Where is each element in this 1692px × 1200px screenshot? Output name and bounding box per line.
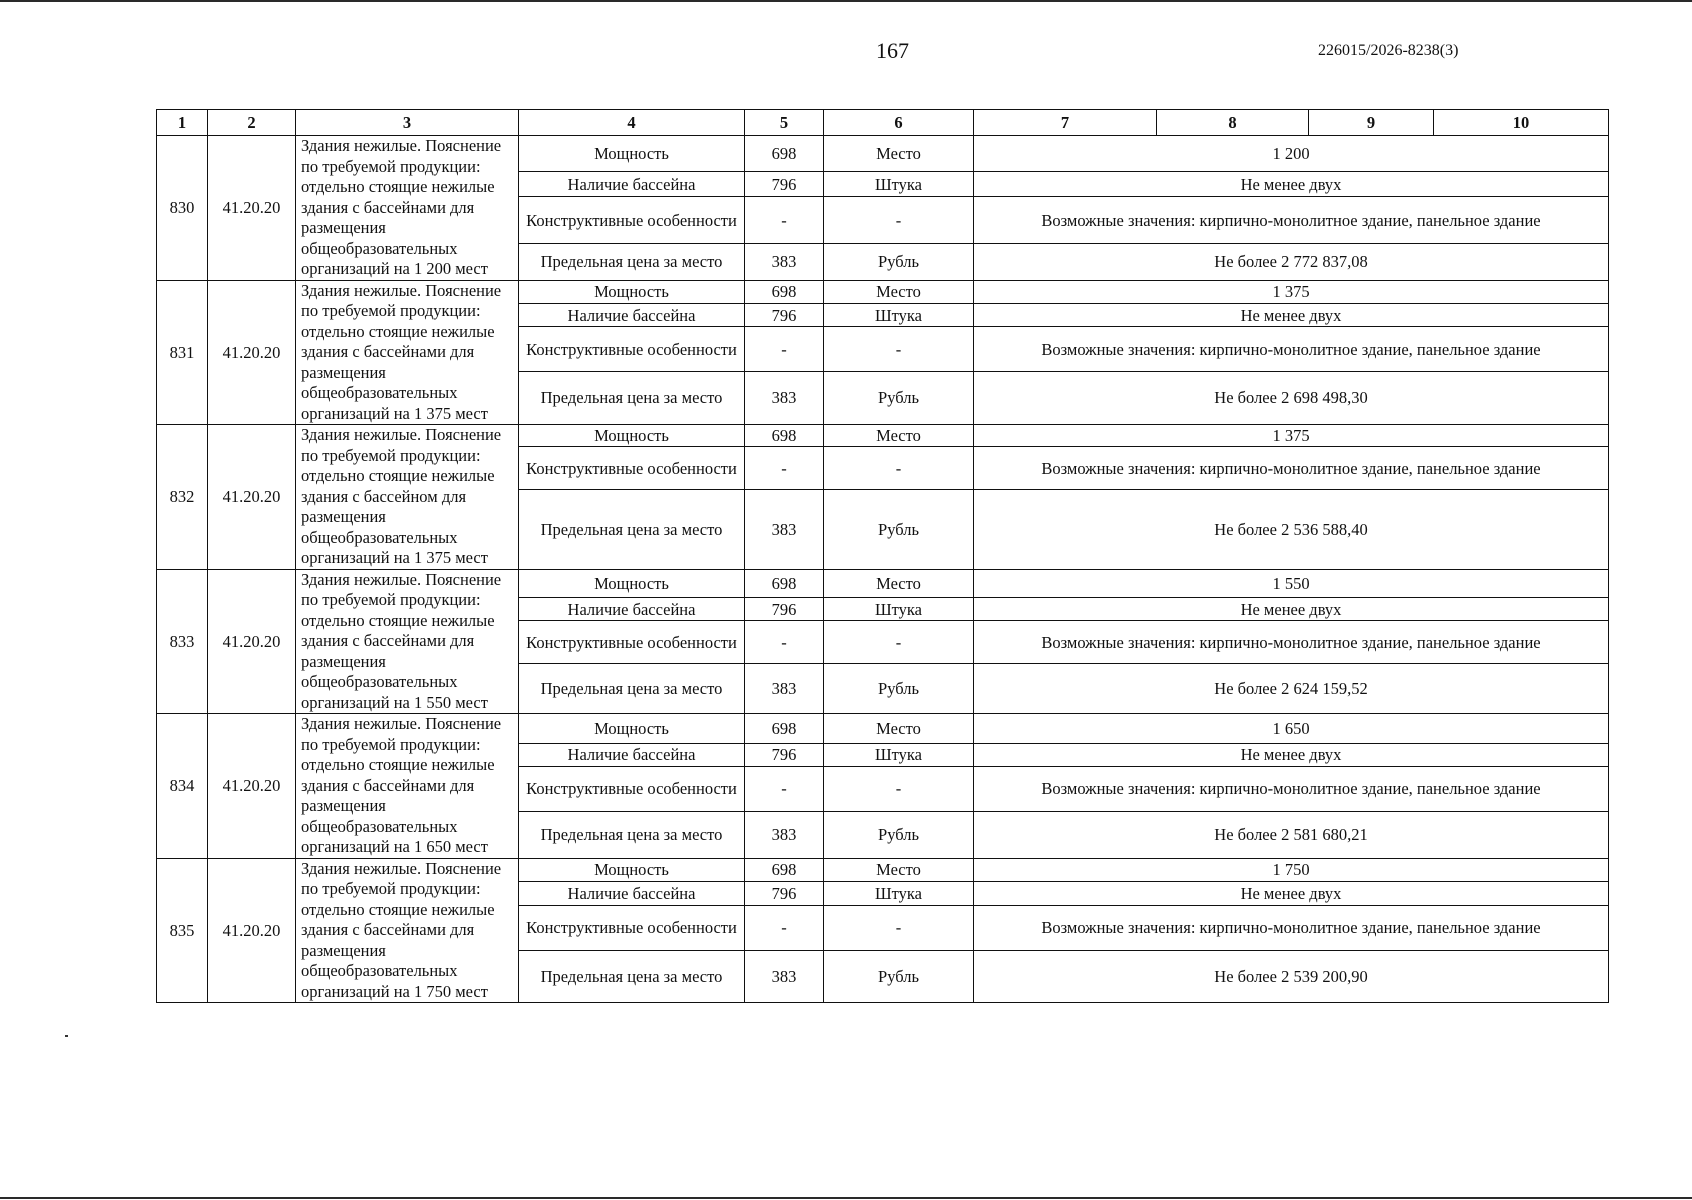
characteristic-name: Конструктивные особенности	[519, 327, 745, 372]
row-number: 830	[157, 136, 208, 281]
unit-name: Рубль	[824, 244, 974, 280]
characteristic-value: Возможные значения: кирпично-монолитное здание, панельное здание	[974, 196, 1609, 243]
okpd-code: 41.20.20	[208, 136, 296, 281]
okei-code: -	[745, 621, 824, 664]
okei-code: 383	[745, 664, 824, 714]
okei-code: 698	[745, 136, 824, 172]
okpd-code: 41.20.20	[208, 425, 296, 570]
document-id: 226015/2026-8238(3)	[1318, 42, 1459, 59]
column-header: 10	[1434, 110, 1609, 136]
unit-name: Место	[824, 569, 974, 598]
column-header: 9	[1309, 110, 1434, 136]
characteristic-value: Не более 2 539 200,90	[974, 950, 1609, 1002]
okpd-code: 41.20.20	[208, 858, 296, 1003]
characteristic-value: Не менее двух	[974, 882, 1609, 906]
okpd-code: 41.20.20	[208, 280, 296, 425]
okei-code: 698	[745, 858, 824, 882]
characteristic-name: Предельная цена за место	[519, 811, 745, 858]
characteristic-name: Наличие бассейна	[519, 882, 745, 906]
top-scan-border	[0, 0, 1692, 2]
bottom-scan-border	[0, 1197, 1692, 1199]
characteristic-name: Предельная цена за место	[519, 490, 745, 569]
okei-code: 698	[745, 280, 824, 303]
column-header: 1	[157, 110, 208, 136]
okei-code: 383	[745, 244, 824, 280]
characteristic-name: Конструктивные особенности	[519, 196, 745, 243]
characteristic-name: Наличие бассейна	[519, 743, 745, 766]
column-header: 6	[824, 110, 974, 136]
okei-code: -	[745, 447, 824, 490]
characteristic-name: Предельная цена за место	[519, 950, 745, 1002]
unit-name: Место	[824, 425, 974, 447]
unit-name: -	[824, 327, 974, 372]
unit-name: Штука	[824, 743, 974, 766]
characteristic-value: Возможные значения: кирпично-монолитное здание, панельное здание	[974, 767, 1609, 812]
row-number: 831	[157, 280, 208, 425]
characteristic-name: Конструктивные особенности	[519, 905, 745, 950]
characteristic-name: Наличие бассейна	[519, 598, 745, 621]
unit-name: -	[824, 196, 974, 243]
characteristic-name: Конструктивные особенности	[519, 621, 745, 664]
okei-code: 796	[745, 882, 824, 906]
characteristic-name: Конструктивные особенности	[519, 767, 745, 812]
characteristic-name: Предельная цена за место	[519, 244, 745, 280]
unit-name: Штука	[824, 303, 974, 326]
unit-name: Штука	[824, 598, 974, 621]
unit-name: Место	[824, 714, 974, 744]
column-header: 4	[519, 110, 745, 136]
unit-name: Рубль	[824, 950, 974, 1002]
okei-code: -	[745, 327, 824, 372]
characteristic-value: 1 375	[974, 280, 1609, 303]
table-row	[157, 714, 1609, 744]
table-row	[157, 425, 1609, 447]
characteristic-name: Предельная цена за место	[519, 371, 745, 424]
characteristic-name: Конструктивные особенности	[519, 447, 745, 490]
column-header: 3	[296, 110, 519, 136]
okei-code: -	[745, 905, 824, 950]
table-row	[157, 569, 1609, 598]
row-number: 835	[157, 858, 208, 1003]
okei-code: 383	[745, 811, 824, 858]
table-row	[157, 280, 1609, 303]
unit-name: Рубль	[824, 664, 974, 714]
unit-name: Рубль	[824, 490, 974, 569]
characteristic-value: Возможные значения: кирпично-монолитное здание, панельное здание	[974, 905, 1609, 950]
characteristic-name: Мощность	[519, 569, 745, 598]
product-description: Здания нежилые. Пояснение по требуемой продукции: отдельно стоящие нежилые здания с бассейнами для размещения общеобразовательных организаций на 1 550 мест	[296, 569, 519, 714]
characteristic-name: Мощность	[519, 136, 745, 172]
scan-mark	[65, 1035, 68, 1037]
characteristic-name: Мощность	[519, 714, 745, 744]
product-description: Здания нежилые. Пояснение по требуемой продукции: отдельно стоящие нежилые здания с бассейнами для размещения общеобразовательных организаций на 1 750 мест	[296, 858, 519, 1003]
okei-code: 383	[745, 371, 824, 424]
unit-name: -	[824, 905, 974, 950]
characteristic-name: Наличие бассейна	[519, 303, 745, 326]
characteristic-value: Не более 2 698 498,30	[974, 371, 1609, 424]
okei-code: 698	[745, 569, 824, 598]
characteristic-value: Не менее двух	[974, 303, 1609, 326]
characteristic-value: Возможные значения: кирпично-монолитное здание, панельное здание	[974, 621, 1609, 664]
characteristic-name: Мощность	[519, 280, 745, 303]
row-number: 832	[157, 425, 208, 570]
column-header: 5	[745, 110, 824, 136]
okpd-code: 41.20.20	[208, 714, 296, 859]
product-description: Здания нежилые. Пояснение по требуемой продукции: отдельно стоящие нежилые здания с бассейнами для размещения общеобразовательных организаций на 1 375 мест	[296, 280, 519, 425]
unit-name: Место	[824, 280, 974, 303]
okei-code: 796	[745, 598, 824, 621]
unit-name: Рубль	[824, 811, 974, 858]
characteristic-value: Не менее двух	[974, 172, 1609, 197]
unit-name: Место	[824, 136, 974, 172]
unit-name: -	[824, 767, 974, 812]
unit-name: Штука	[824, 172, 974, 197]
characteristic-value: Не более 2 581 680,21	[974, 811, 1609, 858]
table-row	[157, 136, 1609, 172]
characteristic-value: 1 650	[974, 714, 1609, 744]
products-table	[156, 109, 1609, 1003]
characteristic-value: Возможные значения: кирпично-монолитное здание, панельное здание	[974, 327, 1609, 372]
product-description: Здания нежилые. Пояснение по требуемой продукции: отдельно стоящие нежилые здания с бассейнами для размещения общеобразовательных организаций на 1 650 мест	[296, 714, 519, 859]
characteristic-name: Предельная цена за место	[519, 664, 745, 714]
okei-code: -	[745, 196, 824, 243]
characteristic-value: 1 750	[974, 858, 1609, 882]
characteristic-value: Не менее двух	[974, 743, 1609, 766]
okei-code: 698	[745, 425, 824, 447]
column-header: 8	[1157, 110, 1309, 136]
okei-code: 698	[745, 714, 824, 744]
characteristic-name: Мощность	[519, 425, 745, 447]
characteristic-value: Не более 2 536 588,40	[974, 490, 1609, 569]
unit-name: Рубль	[824, 371, 974, 424]
row-number: 834	[157, 714, 208, 859]
table-body	[157, 136, 1609, 1003]
okei-code: 383	[745, 950, 824, 1002]
characteristic-value: 1 375	[974, 425, 1609, 447]
unit-name: -	[824, 621, 974, 664]
characteristic-name: Мощность	[519, 858, 745, 882]
okei-code: 383	[745, 490, 824, 569]
product-description: Здания нежилые. Пояснение по требуемой продукции: отдельно стоящие нежилые здания с бассейном для размещения общеобразовательных организаций на 1 375 мест	[296, 425, 519, 570]
product-description: Здания нежилые. Пояснение по требуемой продукции: отдельно стоящие нежилые здания с бассейнами для размещения общеобразовательных организаций на 1 200 мест	[296, 136, 519, 281]
characteristic-value: 1 550	[974, 569, 1609, 598]
okpd-code: 41.20.20	[208, 569, 296, 714]
unit-name: Штука	[824, 882, 974, 906]
row-number: 833	[157, 569, 208, 714]
okei-code: -	[745, 767, 824, 812]
unit-name: Место	[824, 858, 974, 882]
characteristic-value: Не более 2 772 837,08	[974, 244, 1609, 280]
okei-code: 796	[745, 172, 824, 197]
characteristic-value: Не менее двух	[974, 598, 1609, 621]
okei-code: 796	[745, 743, 824, 766]
column-header: 2	[208, 110, 296, 136]
characteristic-name: Наличие бассейна	[519, 172, 745, 197]
page-number: 167	[876, 38, 909, 63]
table-row	[157, 858, 1609, 882]
characteristic-value: Возможные значения: кирпично-монолитное здание, панельное здание	[974, 447, 1609, 490]
characteristic-value: 1 200	[974, 136, 1609, 172]
column-header: 7	[974, 110, 1157, 136]
okei-code: 796	[745, 303, 824, 326]
unit-name: -	[824, 447, 974, 490]
table-header-row	[157, 110, 1609, 136]
characteristic-value: Не более 2 624 159,52	[974, 664, 1609, 714]
